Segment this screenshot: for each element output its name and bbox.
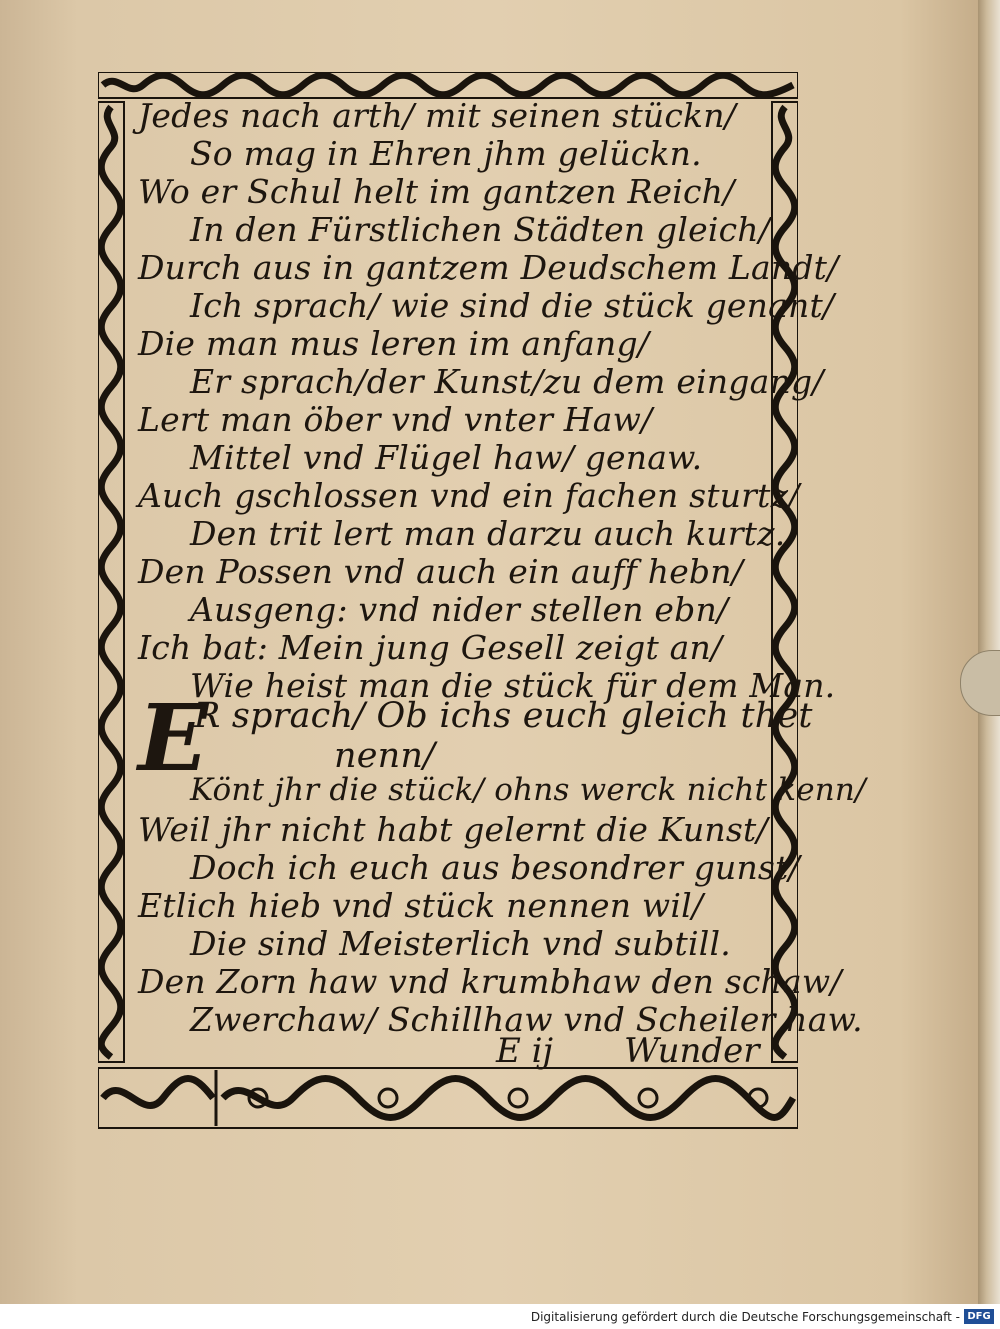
dfg-logo: DFG [964, 1309, 994, 1324]
text-line: Durch aus in gantzem Deudschem Landt/ [138, 248, 839, 287]
text-line: Mittel vnd Flügel haw/ genaw. [190, 438, 703, 477]
text-line: nenn/ [334, 736, 436, 776]
border-right [772, 102, 798, 1062]
text-line: Ausgeng: vnd nider stellen ebn/ [190, 590, 729, 629]
text-line: Könt jhr die stück/ ohns werck nicht kenn/ [190, 772, 866, 808]
text-line: Lert man öber vnd vnter Haw/ [138, 400, 653, 439]
catchword: Wunder [624, 1031, 760, 1071]
text-line: Zwerchaw/ Schillhaw vnd Scheiler haw. [190, 1000, 863, 1039]
text-line: Er sprach/der Kunst/zu dem eingang/ [190, 362, 824, 401]
text-line: Ich bat: Mein jung Gesell zeigt an/ [138, 628, 723, 667]
text-line: Weil jhr nicht habt gelernt die Kunst/ [138, 810, 768, 849]
text-line: Die sind Meisterlich vnd subtill. [190, 924, 731, 963]
text-line: Jedes nach arth/ mit seinen stückn/ [138, 96, 737, 135]
text-line: Etlich hieb vnd stück nennen wil/ [138, 886, 704, 925]
text-line: Den Possen vnd auch ein auff hebn/ [138, 552, 744, 591]
text-line: So mag in Ehren jhm gelückn. [190, 134, 702, 173]
text-line: Den Zorn haw vnd krumbhaw den schaw/ [138, 962, 842, 1001]
border-top [98, 72, 798, 98]
text-line: Auch gschlossen vnd ein fachen sturtz/ [138, 476, 800, 515]
text-line: Die man mus leren im anfang/ [138, 324, 650, 363]
text-line: In den Fürstlichen Städten gleich/ [190, 210, 771, 249]
text-line: Ich sprach/ wie sind die stück genant/ [190, 286, 835, 325]
signature-mark: E ij [496, 1031, 554, 1071]
digitization-footer [0, 1306, 1000, 1329]
text-line: R sprach/ Ob ichs euch gleich thet [194, 696, 813, 736]
text-line: Den trit lert man darzu auch kurtz. [190, 514, 786, 553]
footer-credit: Digitalisierung gefördert durch die Deutsche Forschungsgemeinschaft - [530, 1310, 960, 1324]
border-bottom [98, 1068, 798, 1128]
drop-capital: E [138, 684, 209, 792]
text-line: Wie heist man die stück für dem Man. [190, 666, 836, 705]
text-line: Doch ich euch aus besondrer gunst/ [190, 848, 800, 887]
border-left [98, 102, 124, 1062]
text-line: Wo er Schul helt im gantzen Reich/ [138, 172, 735, 211]
